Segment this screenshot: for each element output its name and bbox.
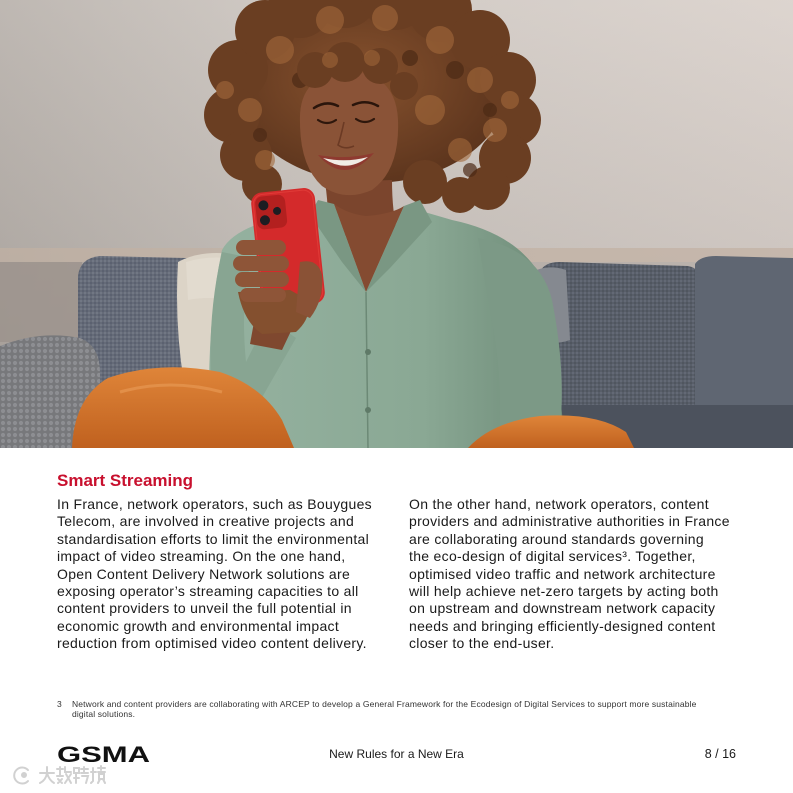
shirt-button: [365, 407, 371, 413]
watermark-logo: [6, 764, 106, 786]
paragraph-line: on upstream and downstream network capacity: [409, 600, 716, 617]
paragraph-line: Open Content Delivery Network solutions are: [57, 565, 351, 582]
footnote-line: Network and content providers are collaborating with ARCEP to develop a General Framework for the Ecodesign of Digital Services to support more sustainable: [72, 699, 697, 709]
paragraph-line: closer to the end-user.: [409, 635, 555, 652]
paragraph-line: Telecom, are involved in creative projects and: [57, 513, 355, 530]
page-indicator: 8 / 16: [704, 747, 736, 761]
paragraph-line: standardisation efforts to limit the environmental: [57, 530, 370, 547]
paragraph-line: reduction from optimised video content delivery.: [57, 635, 367, 652]
paragraph-line: impact of video streaming. On the one hand,: [57, 548, 346, 565]
paragraph-line: optimised video traffic and network architecture: [409, 565, 716, 582]
footnote-marker: 3: [57, 699, 62, 709]
right-column: [409, 496, 730, 653]
paragraph-line: On the other hand, network operators, content: [409, 496, 709, 512]
shirt-button: [365, 349, 371, 355]
section-heading: Smart Streaming: [57, 471, 194, 490]
paragraph-line: In France, network operators, such as Bouygues: [57, 496, 372, 512]
paragraph-line: providers and administrative authorities in France: [409, 513, 730, 530]
publication-title: New Rules for a New Era: [329, 747, 464, 761]
paragraph-line: will help achieve net-zero targets by acting both: [409, 582, 719, 599]
footnote-line: digital solutions.: [72, 709, 136, 719]
phone-camera: [255, 194, 288, 230]
paragraph-line: are collaborating around standards governing: [409, 530, 704, 547]
left-column: [57, 496, 372, 653]
footnote-text: [72, 699, 697, 719]
paragraph-line: economic growth and environmental impact: [57, 617, 340, 634]
paragraph-line: content providers to unveil the full potential in: [57, 600, 352, 617]
logo-text: GSMA: [57, 744, 151, 764]
paragraph-line: exposing operator’s streaming capacities to all: [57, 582, 359, 599]
paragraph-line: needs and bringing efficiently-designed content: [409, 617, 716, 634]
paragraph-line: the eco-design of digital services³. Together,: [409, 548, 696, 565]
